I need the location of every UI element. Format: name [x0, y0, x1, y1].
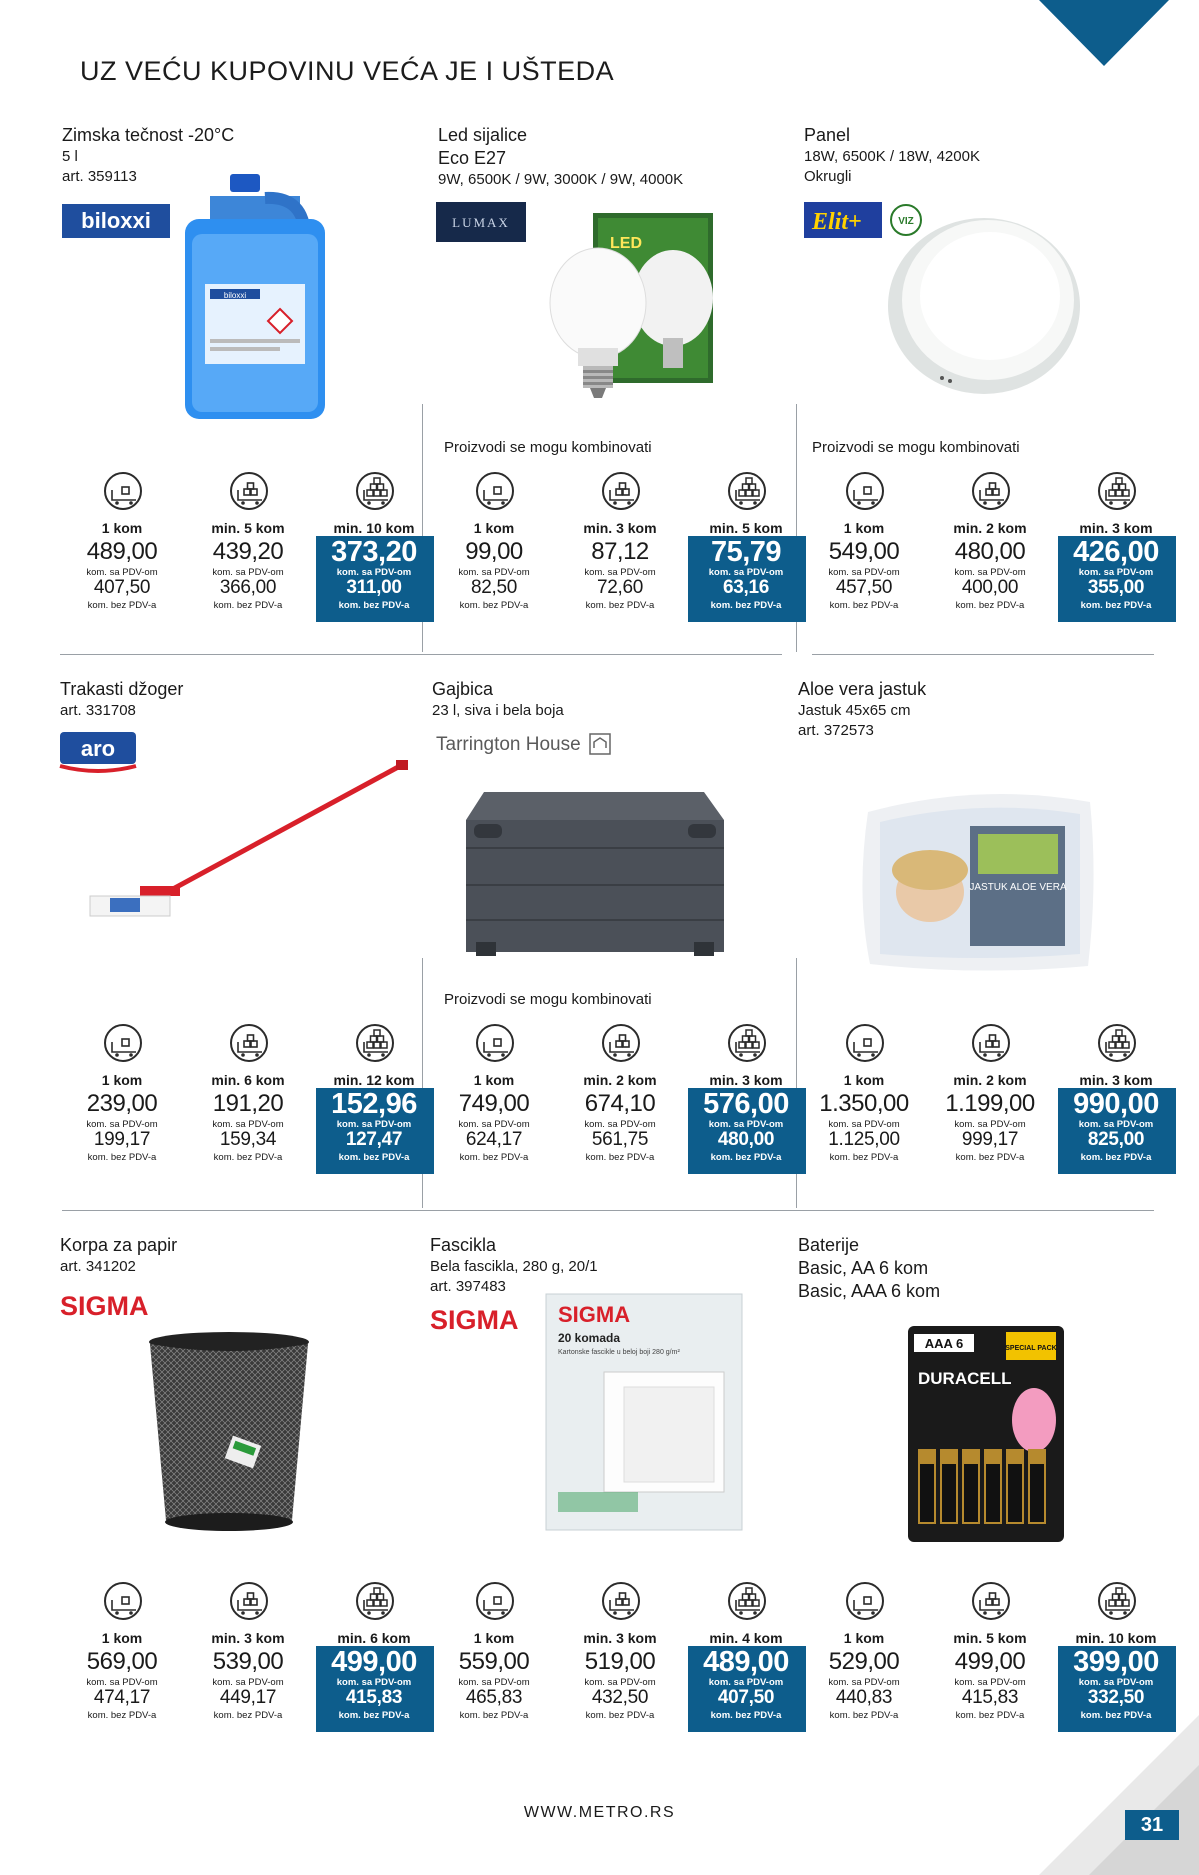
- svg-text:aro: aro: [80, 736, 116, 761]
- cart-quantity-icon: [356, 1582, 394, 1620]
- price-without-vat: 63,16: [722, 577, 770, 598]
- price-without-vat-label: kom. bez PDV-a: [87, 1152, 157, 1163]
- price-without-vat-label: kom. bez PDV-a: [459, 600, 529, 611]
- mop-image: [70, 746, 430, 946]
- cart-quantity-icon: [602, 1582, 640, 1620]
- price-without-vat: 624,17: [465, 1129, 523, 1150]
- tier-quantity: min. 3 kom: [1079, 520, 1153, 536]
- price-without-vat-label: kom. bez PDV-a: [338, 1710, 410, 1721]
- price-without-vat: 82,50: [470, 577, 518, 598]
- price-without-vat-label: kom. bez PDV-a: [710, 1152, 782, 1163]
- price-tier-1: [804, 1582, 924, 1732]
- price-with-vat-label: kom. sa PDV-om: [828, 1119, 900, 1130]
- price-with-vat: 480,00: [954, 538, 1026, 565]
- price-tier-1: [62, 1024, 182, 1174]
- product-variant-aaa: Basic, AAA 6 kom: [798, 1281, 941, 1301]
- price-tier-2: [188, 1024, 308, 1174]
- price-without-vat: 407,50: [717, 1687, 775, 1708]
- price-without-vat: 355,00: [1087, 577, 1145, 598]
- pillow-image: [860, 782, 1100, 972]
- price-without-vat: 415,83: [961, 1687, 1019, 1708]
- price-with-vat-label: kom. sa PDV-om: [86, 1119, 158, 1130]
- price-without-vat: 457,50: [835, 577, 893, 598]
- tier-quantity: min. 3 kom: [1079, 1072, 1153, 1088]
- price-tier-1: [62, 472, 182, 622]
- tier-quantity: min. 12 kom: [333, 1072, 415, 1088]
- price-tier-1: [804, 1024, 924, 1174]
- price-with-vat-label: kom. sa PDV-om: [828, 1677, 900, 1688]
- cart-quantity-icon: [476, 472, 514, 510]
- product-article: art. 331708: [60, 702, 136, 719]
- price-tiers: [804, 1024, 1174, 1174]
- svg-text:biloxxi: biloxxi: [223, 291, 247, 300]
- svg-text:JASTUK ALOE VERA: JASTUK ALOE VERA: [969, 882, 1067, 893]
- product-detail: 5 l: [62, 148, 78, 165]
- cart-quantity-icon: [846, 1582, 884, 1620]
- tier-quantity: 1 kom: [843, 1072, 885, 1088]
- cart-quantity-icon: [972, 1024, 1010, 1062]
- price-with-vat: 399,00: [1073, 1646, 1159, 1678]
- product-detail: 9W, 6500K / 9W, 3000K / 9W, 4000K: [438, 171, 684, 188]
- price-with-vat-label: kom. sa PDV-om: [954, 1119, 1026, 1130]
- price-without-vat-label: kom. bez PDV-a: [710, 600, 782, 611]
- price-with-vat: 749,00: [458, 1090, 530, 1117]
- price-without-vat: 561,75: [591, 1129, 649, 1150]
- price-tier-3: [314, 1582, 434, 1732]
- cart-quantity-icon: [104, 472, 142, 510]
- price-with-vat-label: kom. sa PDV-om: [1078, 1119, 1154, 1130]
- price-tier-3: [686, 1024, 806, 1174]
- price-without-vat: 127,47: [345, 1129, 403, 1150]
- product-name: Aloe vera jastuk: [798, 679, 927, 699]
- price-with-vat-label: kom. sa PDV-om: [708, 1677, 784, 1688]
- price-with-vat-label: kom. sa PDV-om: [86, 1677, 158, 1688]
- price-tiers: [62, 1582, 432, 1732]
- cart-quantity-icon: [728, 472, 766, 510]
- price-without-vat: 474,17: [93, 1687, 151, 1708]
- price-with-vat: 439,20: [212, 538, 284, 565]
- price-with-vat-label: kom. sa PDV-om: [212, 567, 284, 578]
- product-name: Led sijalice: [438, 125, 528, 145]
- price-with-vat-label: kom. sa PDV-om: [336, 567, 412, 578]
- price-with-vat-label: kom. sa PDV-om: [458, 1119, 530, 1130]
- tier-quantity: 1 kom: [843, 520, 885, 536]
- price-tiers: [434, 1024, 804, 1174]
- lumax-logo: [436, 202, 526, 242]
- price-without-vat: 400,00: [961, 577, 1019, 598]
- price-without-vat-label: kom. bez PDV-a: [955, 1710, 1025, 1721]
- price-with-vat: 674,10: [584, 1090, 656, 1117]
- price-without-vat: 415,83: [345, 1687, 403, 1708]
- price-with-vat-label: kom. sa PDV-om: [458, 567, 530, 578]
- product-detail: Jastuk 45x65 cm: [798, 702, 911, 719]
- cart-quantity-icon: [476, 1024, 514, 1062]
- cart-quantity-icon: [846, 1024, 884, 1062]
- price-tier-2: [188, 472, 308, 622]
- tier-quantity: min. 10 kom: [1075, 1630, 1157, 1646]
- price-tiers: [62, 1024, 432, 1174]
- price-tier-2: [560, 1024, 680, 1174]
- row-divider: [62, 1210, 1154, 1211]
- price-without-vat-label: kom. bez PDV-a: [1080, 1152, 1152, 1163]
- price-without-vat-label: kom. bez PDV-a: [459, 1710, 529, 1721]
- cart-quantity-icon: [972, 472, 1010, 510]
- price-with-vat-label: kom. sa PDV-om: [1078, 1677, 1154, 1688]
- svg-text:DURACELL: DURACELL: [918, 1369, 1012, 1388]
- price-tier-3: [314, 472, 434, 622]
- price-without-vat-label: kom. bez PDV-a: [710, 1710, 782, 1721]
- product-name: Baterije: [798, 1235, 860, 1255]
- price-with-vat-label: kom. sa PDV-om: [336, 1119, 412, 1130]
- price-tier-1: [434, 1582, 554, 1732]
- price-with-vat-label: kom. sa PDV-om: [954, 567, 1026, 578]
- antifreeze-canister-image: [170, 174, 340, 424]
- house-icon: [588, 732, 612, 756]
- waste-basket-image: [144, 1330, 314, 1540]
- page-title: UZ VEĆU KUPOVINU VEĆA JE I UŠTEDA: [80, 56, 615, 86]
- corner-decoration-top: [999, 0, 1199, 70]
- price-tier-2: [188, 1582, 308, 1732]
- sigma-logo: [60, 1290, 160, 1320]
- price-tier-3: [1056, 472, 1176, 622]
- tier-quantity: min. 2 kom: [583, 1072, 657, 1088]
- cart-quantity-icon: [104, 1024, 142, 1062]
- product-article: art. 359113: [62, 168, 137, 185]
- cart-quantity-icon: [476, 1582, 514, 1620]
- price-without-vat-label: kom. bez PDV-a: [1080, 600, 1152, 611]
- product-detail: 23 l, siva i bela boja: [432, 702, 564, 719]
- price-with-vat-label: kom. sa PDV-om: [212, 1677, 284, 1688]
- price-with-vat: 426,00: [1073, 536, 1159, 568]
- price-without-vat: 825,00: [1087, 1129, 1145, 1150]
- price-with-vat: 549,00: [828, 538, 900, 565]
- price-with-vat: 239,00: [86, 1090, 158, 1117]
- cart-quantity-icon: [230, 472, 268, 510]
- tier-quantity: min. 4 kom: [709, 1630, 783, 1646]
- price-without-vat: 366,00: [219, 577, 277, 598]
- price-with-vat-label: kom. sa PDV-om: [1078, 567, 1154, 578]
- page-number: 31: [1125, 1810, 1179, 1840]
- product-detail: 18W, 6500K / 18W, 4200K: [804, 148, 980, 165]
- biloxxi-logo: [62, 204, 170, 238]
- price-tier-1: [434, 472, 554, 622]
- product-article: art. 372573: [798, 722, 874, 739]
- price-without-vat: 999,17: [961, 1129, 1019, 1150]
- price-without-vat: 432,50: [591, 1687, 649, 1708]
- product-article: art. 341202: [60, 1258, 136, 1275]
- price-without-vat: 311,00: [346, 577, 402, 598]
- price-with-vat: 559,00: [458, 1648, 530, 1675]
- product-name: Gajbica: [432, 679, 494, 699]
- price-without-vat-label: kom. bez PDV-a: [459, 1152, 529, 1163]
- price-tiers: [434, 472, 804, 622]
- price-with-vat: 529,00: [828, 1648, 900, 1675]
- price-tier-2: [560, 1582, 680, 1732]
- product-variant-aa: Basic, AA 6 kom: [798, 1258, 929, 1278]
- product-detail: Bela fascikla, 280 g, 20/1: [430, 1258, 598, 1275]
- price-with-vat: 576,00: [703, 1088, 789, 1120]
- tier-quantity: min. 5 kom: [709, 520, 783, 536]
- cart-quantity-icon: [1098, 1024, 1136, 1062]
- price-with-vat: 519,00: [584, 1648, 656, 1675]
- price-tiers: [804, 1582, 1174, 1732]
- cart-quantity-icon: [356, 472, 394, 510]
- led-bulb-image: [538, 208, 728, 408]
- price-without-vat-label: kom. bez PDV-a: [338, 600, 410, 611]
- round-panel-image: [884, 208, 1084, 398]
- tier-quantity: min. 3 kom: [583, 520, 657, 536]
- product-name: Korpa za papir: [60, 1235, 178, 1255]
- tier-quantity: min. 6 kom: [337, 1630, 411, 1646]
- tier-quantity: 1 kom: [843, 1630, 885, 1646]
- product-model: Eco E27: [438, 148, 507, 168]
- cart-quantity-icon: [728, 1024, 766, 1062]
- price-tier-2: [560, 472, 680, 622]
- tier-quantity: min. 2 kom: [953, 520, 1027, 536]
- price-tier-2: [930, 1582, 1050, 1732]
- price-without-vat-label: kom. bez PDV-a: [955, 1152, 1025, 1163]
- price-without-vat: 440,83: [835, 1687, 893, 1708]
- tier-quantity: min. 6 kom: [211, 1072, 285, 1088]
- price-with-vat: 1.199,00: [945, 1090, 1035, 1117]
- price-tier-3: [314, 1024, 434, 1174]
- price-tiers: [62, 472, 432, 622]
- price-with-vat: 489,00: [86, 538, 158, 565]
- price-with-vat-label: kom. sa PDV-om: [584, 1119, 656, 1130]
- price-without-vat: 480,00: [717, 1129, 775, 1150]
- row-divider: [812, 654, 1154, 655]
- price-without-vat-label: kom. bez PDV-a: [585, 1710, 655, 1721]
- price-with-vat-label: kom. sa PDV-om: [708, 567, 784, 578]
- price-without-vat-label: kom. bez PDV-a: [87, 600, 157, 611]
- cart-quantity-icon: [356, 1024, 394, 1062]
- price-tier-2: [930, 472, 1050, 622]
- price-without-vat-label: kom. bez PDV-a: [87, 1710, 157, 1721]
- price-without-vat: 159,34: [219, 1129, 277, 1150]
- price-without-vat-label: kom. bez PDV-a: [585, 600, 655, 611]
- tier-quantity: 1 kom: [473, 1072, 515, 1088]
- product-name: Zimska tečnost -20°C: [62, 125, 235, 145]
- price-tier-3: [686, 1582, 806, 1732]
- price-tier-1: [62, 1582, 182, 1732]
- cart-quantity-icon: [972, 1582, 1010, 1620]
- price-without-vat-label: kom. bez PDV-a: [829, 600, 899, 611]
- cart-quantity-icon: [1098, 472, 1136, 510]
- cart-quantity-icon: [230, 1024, 268, 1062]
- svg-text:20 komada: 20 komada: [558, 1331, 621, 1345]
- combine-note: Proizvodi se mogu kombinovati: [444, 991, 652, 1008]
- price-without-vat-label: kom. bez PDV-a: [955, 600, 1025, 611]
- price-without-vat-label: kom. bez PDV-a: [213, 1152, 283, 1163]
- price-without-vat-label: kom. bez PDV-a: [213, 1710, 283, 1721]
- svg-text:Kartonske fascikle u beloj boj: Kartonske fascikle u beloj boji 280 g/m²: [558, 1349, 680, 1356]
- price-with-vat: 152,96: [331, 1088, 417, 1120]
- footer-url[interactable]: WWW.METRO.RS: [523, 1804, 676, 1821]
- sigma-logo: [430, 1304, 530, 1334]
- tier-quantity: 1 kom: [473, 1630, 515, 1646]
- price-with-vat: 539,00: [212, 1648, 284, 1675]
- price-without-vat-label: kom. bez PDV-a: [213, 600, 283, 611]
- price-with-vat-label: kom. sa PDV-om: [708, 1119, 784, 1130]
- cart-quantity-icon: [1098, 1582, 1136, 1620]
- product-shape: Okrugli: [804, 168, 852, 185]
- price-with-vat: 87,12: [591, 538, 649, 565]
- price-tiers: [434, 1582, 804, 1732]
- price-with-vat: 99,00: [465, 538, 523, 565]
- price-without-vat-label: kom. bez PDV-a: [1080, 1710, 1152, 1721]
- crate-image: [458, 790, 728, 960]
- price-tiers: [804, 472, 1174, 622]
- cart-quantity-icon: [230, 1582, 268, 1620]
- svg-text:LED: LED: [610, 235, 642, 252]
- price-without-vat: 72,60: [596, 577, 644, 598]
- price-with-vat-label: kom. sa PDV-om: [584, 1677, 656, 1688]
- svg-text:SPECIAL PACK: SPECIAL PACK: [1005, 1345, 1057, 1352]
- price-tier-3: [686, 472, 806, 622]
- price-without-vat: 407,50: [93, 577, 151, 598]
- tier-quantity: 1 kom: [473, 520, 515, 536]
- svg-text:SIGMA: SIGMA: [558, 1302, 631, 1327]
- tier-quantity: min. 3 kom: [709, 1072, 783, 1088]
- product-name: Fascikla: [430, 1235, 497, 1255]
- price-with-vat-label: kom. sa PDV-om: [458, 1677, 530, 1688]
- price-without-vat-label: kom. bez PDV-a: [829, 1710, 899, 1721]
- combine-note: Proizvodi se mogu kombinovati: [812, 439, 1020, 456]
- svg-text:biloxxi: biloxxi: [81, 208, 151, 233]
- product-name: Trakasti džoger: [60, 679, 184, 699]
- tier-quantity: min. 2 kom: [953, 1072, 1027, 1088]
- price-with-vat-label: kom. sa PDV-om: [86, 567, 158, 578]
- price-with-vat-label: kom. sa PDV-om: [954, 1677, 1026, 1688]
- price-tier-1: [434, 1024, 554, 1174]
- price-with-vat: 569,00: [86, 1648, 158, 1675]
- price-without-vat: 1.125,00: [828, 1129, 900, 1150]
- tarrington-house-logo: Tarrington House: [436, 734, 581, 755]
- tier-quantity: 1 kom: [101, 520, 143, 536]
- tier-quantity: 1 kom: [101, 1072, 143, 1088]
- price-with-vat: 499,00: [954, 1648, 1026, 1675]
- row-divider: [60, 654, 782, 655]
- product-name: Panel: [804, 125, 851, 145]
- tier-quantity: min. 3 kom: [583, 1630, 657, 1646]
- folder-pack-image: [544, 1292, 744, 1532]
- price-with-vat-label: kom. sa PDV-om: [584, 567, 656, 578]
- cart-quantity-icon: [602, 1024, 640, 1062]
- price-with-vat-label: kom. sa PDV-om: [828, 567, 900, 578]
- cart-quantity-icon: [846, 472, 884, 510]
- tier-quantity: min. 5 kom: [953, 1630, 1027, 1646]
- svg-text:Elit+: Elit+: [812, 209, 862, 235]
- price-tier-2: [930, 1024, 1050, 1174]
- product-article: art. 397483: [430, 1278, 506, 1295]
- price-tier-3: [1056, 1024, 1176, 1174]
- price-with-vat: 489,00: [703, 1646, 789, 1678]
- cart-quantity-icon: [104, 1582, 142, 1620]
- price-without-vat-label: kom. bez PDV-a: [829, 1152, 899, 1163]
- svg-text:SIGMA: SIGMA: [430, 1305, 519, 1334]
- price-with-vat: 1.350,00: [819, 1090, 909, 1117]
- price-without-vat: 449,17: [219, 1687, 277, 1708]
- price-with-vat-label: kom. sa PDV-om: [212, 1119, 284, 1130]
- combine-note: Proizvodi se mogu kombinovati: [444, 439, 652, 456]
- price-with-vat: 499,00: [331, 1646, 417, 1678]
- svg-text:VIZ: VIZ: [898, 216, 914, 227]
- svg-text:AAA 6: AAA 6: [924, 1336, 964, 1351]
- price-with-vat: 75,79: [710, 536, 782, 568]
- tier-quantity: 1 kom: [101, 1630, 143, 1646]
- cart-quantity-icon: [728, 1582, 766, 1620]
- tier-quantity: min. 3 kom: [211, 1630, 285, 1646]
- price-without-vat-label: kom. bez PDV-a: [338, 1152, 410, 1163]
- cart-quantity-icon: [602, 472, 640, 510]
- price-tier-3: [1056, 1582, 1176, 1732]
- price-with-vat: 373,20: [331, 536, 417, 568]
- svg-text:SIGMA: SIGMA: [60, 1291, 149, 1320]
- price-with-vat-label: kom. sa PDV-om: [336, 1677, 412, 1688]
- svg-text:LUMAX: LUMAX: [452, 215, 510, 230]
- tier-quantity: min. 5 kom: [211, 520, 285, 536]
- price-without-vat: 465,83: [465, 1687, 523, 1708]
- price-without-vat: 199,17: [93, 1129, 151, 1150]
- price-with-vat: 191,20: [212, 1090, 284, 1117]
- price-without-vat-label: kom. bez PDV-a: [585, 1152, 655, 1163]
- price-tier-1: [804, 472, 924, 622]
- price-with-vat: 990,00: [1073, 1088, 1159, 1120]
- price-without-vat: 332,50: [1087, 1687, 1145, 1708]
- tier-quantity: min. 10 kom: [333, 520, 415, 536]
- duracell-pack-image: [906, 1324, 1066, 1544]
